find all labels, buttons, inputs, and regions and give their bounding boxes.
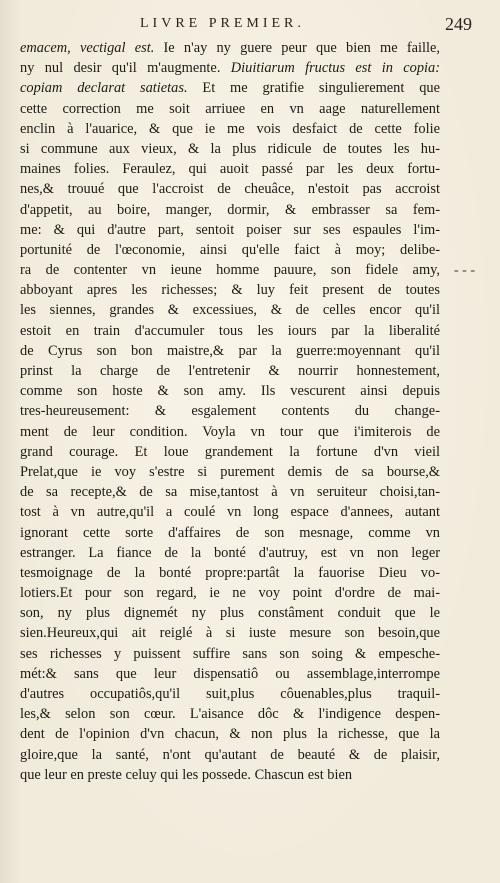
text-line xyxy=(20,300,440,320)
text-line xyxy=(20,381,440,401)
text-line xyxy=(20,321,440,341)
text-segment: ment de leur condition. Voyla vn tour que i'imiterois de xyxy=(20,423,440,440)
text-line xyxy=(20,745,440,765)
latin-quotation: emacem, vectigal est. xyxy=(20,40,155,56)
text-segment: ignorant cette sorte d'affaires de son mesnage, comme vn xyxy=(20,524,440,541)
body-text xyxy=(20,38,440,785)
text-line xyxy=(20,260,440,280)
text-segment: tesmoignage de la bonté propre:partât la fauorise Dieu vo- xyxy=(20,564,440,581)
text-segment: Et me gratifie singulierement que xyxy=(187,80,440,97)
text-segment: d'appetit, au boire, manger, dormir, & embrasser sa fem- xyxy=(20,201,440,218)
page-number: 249 xyxy=(445,14,472,34)
text-line xyxy=(20,240,440,260)
text-line xyxy=(20,401,440,421)
text-segment: mét:& sans que leur dispensatiô ou assemblage,interrompe xyxy=(20,665,440,682)
latin-quotation: copiam declarat satietas. xyxy=(20,80,188,97)
text-line xyxy=(20,38,440,58)
text-segment: prinst la charge de l'entretenir & nourrir honnestement, xyxy=(20,363,440,379)
text-line xyxy=(20,280,440,300)
text-line xyxy=(20,58,440,78)
text-segment: si commune aux vieux, & la plus ridicule de toutes les hu- xyxy=(20,140,440,157)
text-segment: estranger. La fiance de la bonté d'autruy, est vn non leger xyxy=(20,544,440,561)
text-line xyxy=(20,664,440,684)
text-line xyxy=(20,78,440,98)
text-segment: que leur en preste celuy qui les possede. Chascun est bien xyxy=(20,766,353,783)
text-line xyxy=(20,422,440,442)
text-segment: tost à vn autre,qu'il a coulé vn long espace d'annees, autant xyxy=(20,504,440,521)
text-line xyxy=(20,724,440,744)
text-line xyxy=(20,765,440,785)
page-header xyxy=(140,14,472,38)
text-line xyxy=(20,623,440,643)
text-segment: gloire,que la santé, n'ont qu'autant de beauté & de plaisir, xyxy=(20,746,440,763)
text-line xyxy=(20,220,440,240)
text-segment: ra de contenter vn ieune homme pauure, son fidele amy, xyxy=(20,262,440,279)
text-line xyxy=(20,502,440,522)
text-line xyxy=(20,159,440,179)
text-segment: d'autres occupatiôs,qu'il suit,plus côuenables,plus traquil- xyxy=(20,686,440,702)
text-line xyxy=(20,563,440,583)
text-segment: de sa recepte,& de sa mise,tantost à vn seruiteur choisi,tan- xyxy=(20,484,440,501)
text-segment: les,& selon son cœur. L'aisance dôc & l'indigence despen- xyxy=(20,706,440,723)
text-segment: de Cyrus son bon maistre,& par la guerre:moyennant qu'il xyxy=(20,342,440,359)
text-segment: lotiers.Et pour son regard, ie ne voy point d'ordre de mai- xyxy=(20,585,440,602)
text-line xyxy=(20,99,440,119)
text-line xyxy=(20,462,440,482)
text-segment: grand courage. Et loue grandement la fortune d'vn vieil xyxy=(20,443,440,460)
text-line xyxy=(20,139,440,159)
text-line xyxy=(20,442,440,462)
text-segment: cette correction me soit arriuee en vn aage naturellement xyxy=(20,100,440,117)
text-line xyxy=(20,482,440,502)
text-segment: Ie n'ay ny guere peur que bien me faille, xyxy=(154,40,440,56)
text-segment: ses richesses y puissent suffire sans son soing & empesche- xyxy=(20,645,440,662)
latin-quotation: Diuitiarum fructus est in copia: xyxy=(230,60,441,77)
text-line xyxy=(20,583,440,603)
text-segment: enclin à l'auarice, & que ie me vois desfaict de cette folie xyxy=(20,120,440,137)
text-line xyxy=(20,119,440,139)
text-segment: portunité de l'œconomie, ainsi qu'elle faict à moy; delibe- xyxy=(20,241,440,258)
text-segment: maines folies. Feraulez, qui auoit passé par les deux fortu- xyxy=(20,161,440,178)
text-segment: estoit en train d'accumuler tous les iours par la liberalité xyxy=(20,322,440,339)
text-segment: tres-heureusement: & esgalement contents du change- xyxy=(20,403,440,420)
text-segment: ny nul desir qu'il m'augmente. xyxy=(20,60,231,77)
text-line xyxy=(20,684,440,704)
text-line xyxy=(20,200,440,220)
text-segment: sien.Heureux,qui ait reiglé à si iuste mesure son besoin,que xyxy=(20,625,440,642)
text-segment: les siennes, grandes & excessiues, & de celles encor qu'il xyxy=(20,302,440,319)
text-segment: me: & qui d'autre part, sentoit poiser sur ses espaules l'im- xyxy=(20,221,440,238)
text-line xyxy=(20,361,440,381)
text-segment: abboyant apres les richesses; & luy feit present de toutes xyxy=(20,282,440,299)
text-line xyxy=(20,543,440,563)
text-line xyxy=(20,341,440,361)
margin-mark: - - - xyxy=(454,263,475,278)
text-segment: son, ny plus dignemét ny plus constâment conduit que le xyxy=(20,605,440,622)
text-segment: comme son hoste & son amy. Ils vescurent ainsi depuis xyxy=(20,383,440,400)
text-segment: Prelat,que ie voy s'estre si purement demis de sa bourse,& xyxy=(20,463,440,480)
text-line xyxy=(20,603,440,623)
text-segment: nes,& trouué que l'accroist de cheuâce, n'estoit pas accroist xyxy=(20,181,440,198)
text-line xyxy=(20,704,440,724)
text-line xyxy=(20,523,440,543)
text-segment: dent de l'opinion d'vn chacun, & non plus la richesse, que la xyxy=(20,726,440,743)
text-line xyxy=(20,644,440,664)
running-head: LIVRE PREMIER. xyxy=(140,16,305,31)
text-line xyxy=(20,179,440,199)
